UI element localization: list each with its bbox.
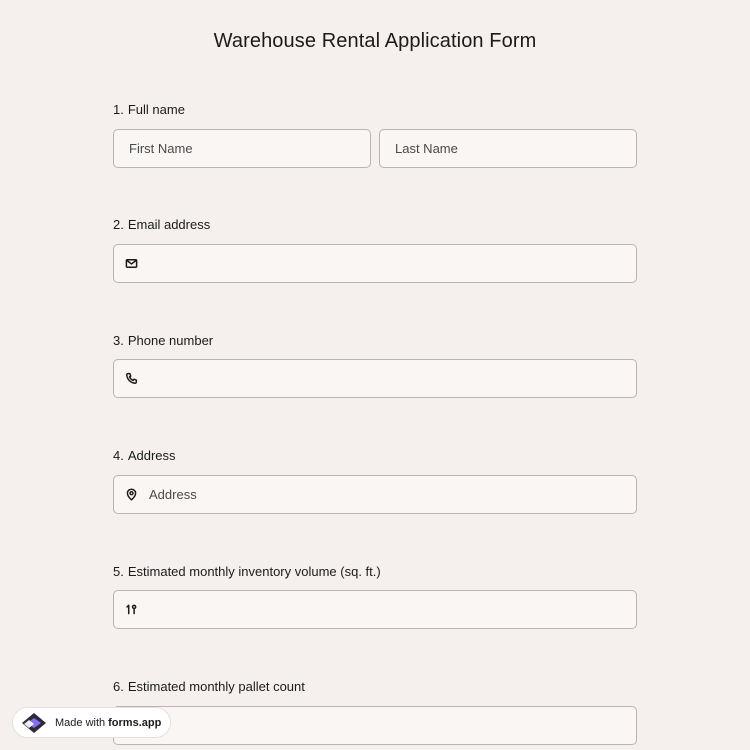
last-name-input[interactable] <box>379 129 637 168</box>
question-text: Full name <box>127 102 185 117</box>
question-full-name <box>113 101 637 119</box>
address-placeholder: Address <box>149 487 197 502</box>
question-pallet-count <box>113 678 637 696</box>
question-number: 2. <box>113 217 124 232</box>
question-label <box>113 101 637 119</box>
question-number: 5. <box>113 564 124 579</box>
question-text: Estimated monthly pallet count <box>127 679 305 694</box>
question-text: Estimated monthly inventory volume (sq. ft.) <box>127 564 381 579</box>
first-name-input[interactable] <box>113 129 371 168</box>
last-name-placeholder: Last Name <box>395 141 458 156</box>
question-text: Email address <box>127 217 211 232</box>
question-number: 1. <box>113 102 124 117</box>
question-label <box>113 332 637 350</box>
pallet-count-input[interactable] <box>113 706 637 745</box>
question-text: Phone number <box>127 333 214 348</box>
question-inventory-volume <box>113 563 637 581</box>
question-number: 6. <box>113 679 124 694</box>
form-title: Warehouse Rental Application Form <box>213 30 537 52</box>
made-with-forms-app-badge[interactable] <box>12 707 171 738</box>
question-label <box>113 447 637 465</box>
badge-prefix: Made with <box>55 716 106 729</box>
phone-icon <box>124 372 138 386</box>
badge-brand: forms.app <box>108 716 162 729</box>
address-input[interactable] <box>113 475 637 514</box>
question-text: Address <box>127 448 176 463</box>
number-icon <box>124 603 138 617</box>
phone-input[interactable] <box>113 359 637 398</box>
email-input[interactable] <box>113 244 637 283</box>
inventory-volume-input[interactable] <box>113 590 637 629</box>
question-phone <box>113 332 637 350</box>
forms-app-logo-icon <box>21 712 51 734</box>
question-email <box>113 216 637 234</box>
location-pin-icon <box>124 488 138 502</box>
envelope-icon <box>124 257 138 271</box>
question-label <box>113 563 637 581</box>
first-name-placeholder: First Name <box>129 141 193 156</box>
question-number: 3. <box>113 333 124 348</box>
question-number: 4. <box>113 448 124 463</box>
question-address <box>113 447 637 465</box>
question-label <box>113 678 637 696</box>
question-label <box>113 216 637 234</box>
